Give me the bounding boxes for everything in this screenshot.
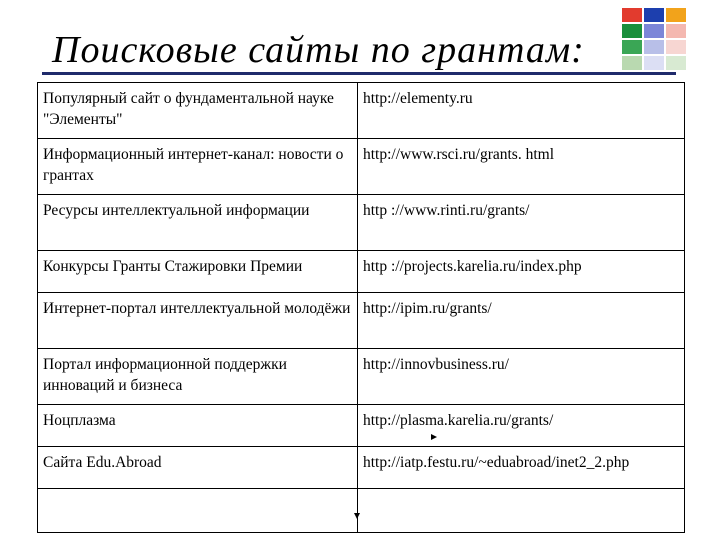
table-row [38,251,685,293]
grant-sites-table [37,82,685,533]
table-row [38,195,685,251]
logo-tile [644,56,664,70]
site-url-link[interactable] [358,489,685,533]
site-url-link[interactable]: http ://www.rinti.ru/grants/ [358,195,685,251]
site-url-link[interactable]: http://ipim.ru/grants/ [358,293,685,349]
site-url-link[interactable]: http ://projects.karelia.ru/index.php [358,251,685,293]
marker-arrow-icon [431,434,437,440]
site-name-cell: Информационный интернет-канал: новости о грантах [38,139,358,195]
logo-tile [666,56,686,70]
site-name-cell: Сайта Edu.Abroad [38,447,358,489]
logo-tile [644,40,664,54]
logo-tile [622,40,642,54]
logo-tile [666,24,686,38]
logo-tile [666,8,686,22]
table-row [38,405,685,447]
table-row [38,489,685,533]
site-name-cell: Ресурсы интеллектуальной информации [38,195,358,251]
site-url-link[interactable]: http://innovbusiness.ru/ [358,349,685,405]
colored-squares-logo-icon [622,8,690,74]
site-name-cell: Популярный сайт о фундаментальной науке "Элементы" [38,83,358,139]
site-name-cell [38,489,358,533]
site-url-link[interactable]: http://iatp.festu.ru/~eduabroad/inet2_2.php [358,447,685,489]
title-underline [42,72,676,75]
site-url-link[interactable]: http://www.rsci.ru/grants. html [358,139,685,195]
logo-tile [644,24,664,38]
logo-tile [644,8,664,22]
logo-tile [666,40,686,54]
table-row [38,293,685,349]
marker-arrow-icon [354,513,360,519]
logo-tile [622,8,642,22]
site-url-link[interactable]: http://plasma.karelia.ru/grants/ [358,405,685,447]
logo-tile [622,56,642,70]
table-row [38,447,685,489]
table-row [38,139,685,195]
logo-tile [622,24,642,38]
table-row [38,83,685,139]
table-row [38,349,685,405]
slide-title: Поисковые сайты по грантам: [52,29,585,71]
site-name-cell: Интернет-портал интеллектуальной молодёжи [38,293,358,349]
site-url-link[interactable]: http://elementy.ru [358,83,685,139]
site-name-cell: Портал информационной поддержки инноваций и бизнеса [38,349,358,405]
site-name-cell: Конкурсы Гранты Стажировки Премии [38,251,358,293]
site-name-cell: Ноцплазма [38,405,358,447]
